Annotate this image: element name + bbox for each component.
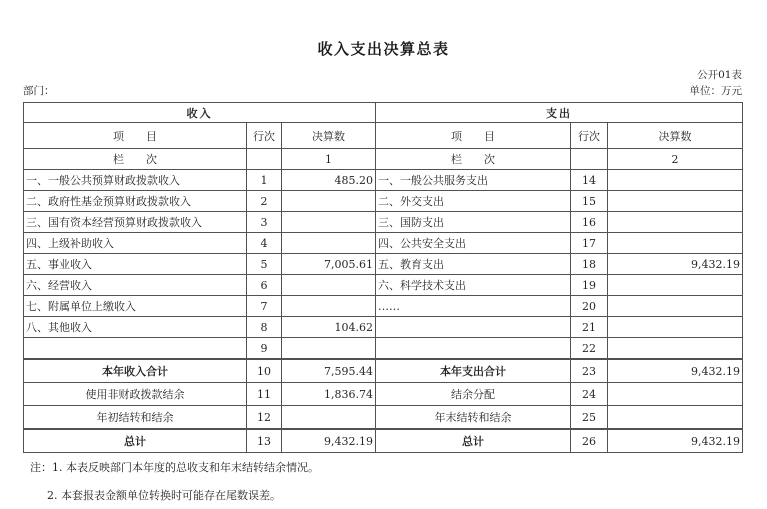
expense-amount-cell: 9,432.19 xyxy=(608,429,743,453)
expense-item-cell: 二、外交支出 xyxy=(376,191,571,212)
expense-line-cell: 18 xyxy=(571,254,608,275)
table-row xyxy=(24,359,743,383)
income-line-cell: 7 xyxy=(247,296,282,317)
expense-item-cell xyxy=(376,317,571,338)
income-line-cell: 11 xyxy=(247,383,282,406)
table-body xyxy=(24,103,743,453)
income-amount-cell: 104.62 xyxy=(282,317,376,338)
expense-line-cell: 21 xyxy=(571,317,608,338)
expense-item-cell: 总计 xyxy=(376,429,571,453)
note-1: 注：1. 本表反映部门本年度的总收支和年末结转结余情况。 xyxy=(30,461,319,474)
section-header-row xyxy=(24,103,743,123)
income-item-header: 项 目 xyxy=(24,123,247,149)
expense-item-header: 项 目 xyxy=(376,123,571,149)
income-index-line-cell xyxy=(247,149,282,170)
expense-amount-cell xyxy=(608,275,743,296)
expense-line-cell: 22 xyxy=(571,338,608,360)
income-line-cell: 1 xyxy=(247,170,282,191)
table-row xyxy=(24,429,743,453)
income-item-cell: 一、一般公共预算财政拨款收入 xyxy=(24,170,247,191)
income-item-cell: 八、其他收入 xyxy=(24,317,247,338)
income-amount-cell xyxy=(282,275,376,296)
expense-amount-cell xyxy=(608,170,743,191)
page-title: 收入支出决算总表 xyxy=(317,40,450,58)
expense-amount-header: 决算数 xyxy=(608,123,743,149)
column-header-row xyxy=(24,123,743,149)
expense-amount-cell xyxy=(608,383,743,406)
income-amount-cell xyxy=(282,338,376,360)
income-line-cell: 3 xyxy=(247,212,282,233)
expense-amount-cell xyxy=(608,296,743,317)
table-row xyxy=(24,191,743,212)
expense-item-cell: 五、教育支出 xyxy=(376,254,571,275)
expense-amount-cell: 9,432.19 xyxy=(608,254,743,275)
expense-line-cell: 15 xyxy=(571,191,608,212)
income-item-cell: 使用非财政拨款结余 xyxy=(24,383,247,406)
expense-amount-cell xyxy=(608,191,743,212)
income-line-cell: 6 xyxy=(247,275,282,296)
expense-item-cell: 三、国防支出 xyxy=(376,212,571,233)
income-item-cell: 三、国有资本经营预算财政拨款收入 xyxy=(24,212,247,233)
income-amount-cell: 485.20 xyxy=(282,170,376,191)
unit-label: 单位：万元 xyxy=(689,85,742,97)
income-item-cell: 七、附属单位上缴收入 xyxy=(24,296,247,317)
table-row xyxy=(24,317,743,338)
column-index-row xyxy=(24,149,743,170)
expense-item-cell: 一、一般公共服务支出 xyxy=(376,170,571,191)
income-column-index: 1 xyxy=(282,149,376,170)
expense-column-index: 2 xyxy=(608,149,743,170)
table-row xyxy=(24,338,743,360)
expense-line-cell: 17 xyxy=(571,233,608,254)
income-column-index-label: 栏 次 xyxy=(24,149,247,170)
expense-item-cell: 结余分配 xyxy=(376,383,571,406)
income-amount-header: 决算数 xyxy=(282,123,376,149)
expense-line-header: 行次 xyxy=(571,123,608,149)
income-line-cell: 9 xyxy=(247,338,282,360)
expense-line-cell: 24 xyxy=(571,383,608,406)
income-amount-cell xyxy=(282,191,376,212)
table-row xyxy=(24,212,743,233)
footnotes xyxy=(30,460,767,503)
expense-index-line-cell xyxy=(571,149,608,170)
expense-amount-cell xyxy=(608,338,743,360)
expense-item-cell: 六、科学技术支出 xyxy=(376,275,571,296)
income-item-cell: 本年收入合计 xyxy=(24,359,247,383)
sheet-code-label: 公开01表 xyxy=(697,69,742,81)
final-accounts-table xyxy=(23,102,743,453)
table-row xyxy=(24,296,743,317)
expense-item-cell: 本年支出合计 xyxy=(376,359,571,383)
income-section-header: 收入 xyxy=(24,103,376,123)
expense-item-cell: 年末结转和结余 xyxy=(376,406,571,430)
expense-amount-cell: 9,432.19 xyxy=(608,359,743,383)
income-amount-cell: 1,836.74 xyxy=(282,383,376,406)
expense-item-cell: 四、公共安全支出 xyxy=(376,233,571,254)
expense-line-cell: 19 xyxy=(571,275,608,296)
income-item-cell: 年初结转和结余 xyxy=(24,406,247,430)
income-amount-cell xyxy=(282,233,376,254)
table-row xyxy=(24,383,743,406)
income-amount-cell: 7,595.44 xyxy=(282,359,376,383)
department-label: 部门： xyxy=(23,85,55,97)
income-item-cell: 四、上级补助收入 xyxy=(24,233,247,254)
table-row xyxy=(24,170,743,191)
expense-amount-cell xyxy=(608,406,743,430)
expense-item-cell xyxy=(376,338,571,360)
income-line-cell: 13 xyxy=(247,429,282,453)
income-item-cell xyxy=(24,338,247,360)
expense-line-cell: 20 xyxy=(571,296,608,317)
expense-amount-cell xyxy=(608,212,743,233)
table-row xyxy=(24,233,743,254)
income-line-cell: 10 xyxy=(247,359,282,383)
income-line-cell: 2 xyxy=(247,191,282,212)
expense-amount-cell xyxy=(608,317,743,338)
income-line-cell: 5 xyxy=(247,254,282,275)
income-item-cell: 六、经营收入 xyxy=(24,275,247,296)
expense-column-index-label: 栏 次 xyxy=(376,149,571,170)
expense-line-cell: 16 xyxy=(571,212,608,233)
expense-line-cell: 25 xyxy=(571,406,608,430)
income-amount-cell: 7,005.61 xyxy=(282,254,376,275)
income-item-cell: 总计 xyxy=(24,429,247,453)
table-row xyxy=(24,254,743,275)
income-line-cell: 8 xyxy=(247,317,282,338)
expense-line-cell: 26 xyxy=(571,429,608,453)
income-amount-cell xyxy=(282,296,376,317)
table-row xyxy=(24,275,743,296)
expense-line-cell: 14 xyxy=(571,170,608,191)
income-line-header: 行次 xyxy=(247,123,282,149)
expense-amount-cell xyxy=(608,233,743,254)
meta-row xyxy=(23,83,742,98)
income-line-cell: 12 xyxy=(247,406,282,430)
income-item-cell: 二、政府性基金预算财政拨款收入 xyxy=(24,191,247,212)
table-row xyxy=(24,406,743,430)
expense-item-cell: …… xyxy=(376,296,571,317)
income-amount-cell xyxy=(282,212,376,233)
note-2: 2. 本套报表金额单位转换时可能存在尾数误差。 xyxy=(47,489,281,502)
income-amount-cell xyxy=(282,406,376,430)
income-line-cell: 4 xyxy=(247,233,282,254)
expense-line-cell: 23 xyxy=(571,359,608,383)
income-item-cell: 五、事业收入 xyxy=(24,254,247,275)
income-amount-cell: 9,432.19 xyxy=(282,429,376,453)
expense-section-header: 支出 xyxy=(376,103,743,123)
